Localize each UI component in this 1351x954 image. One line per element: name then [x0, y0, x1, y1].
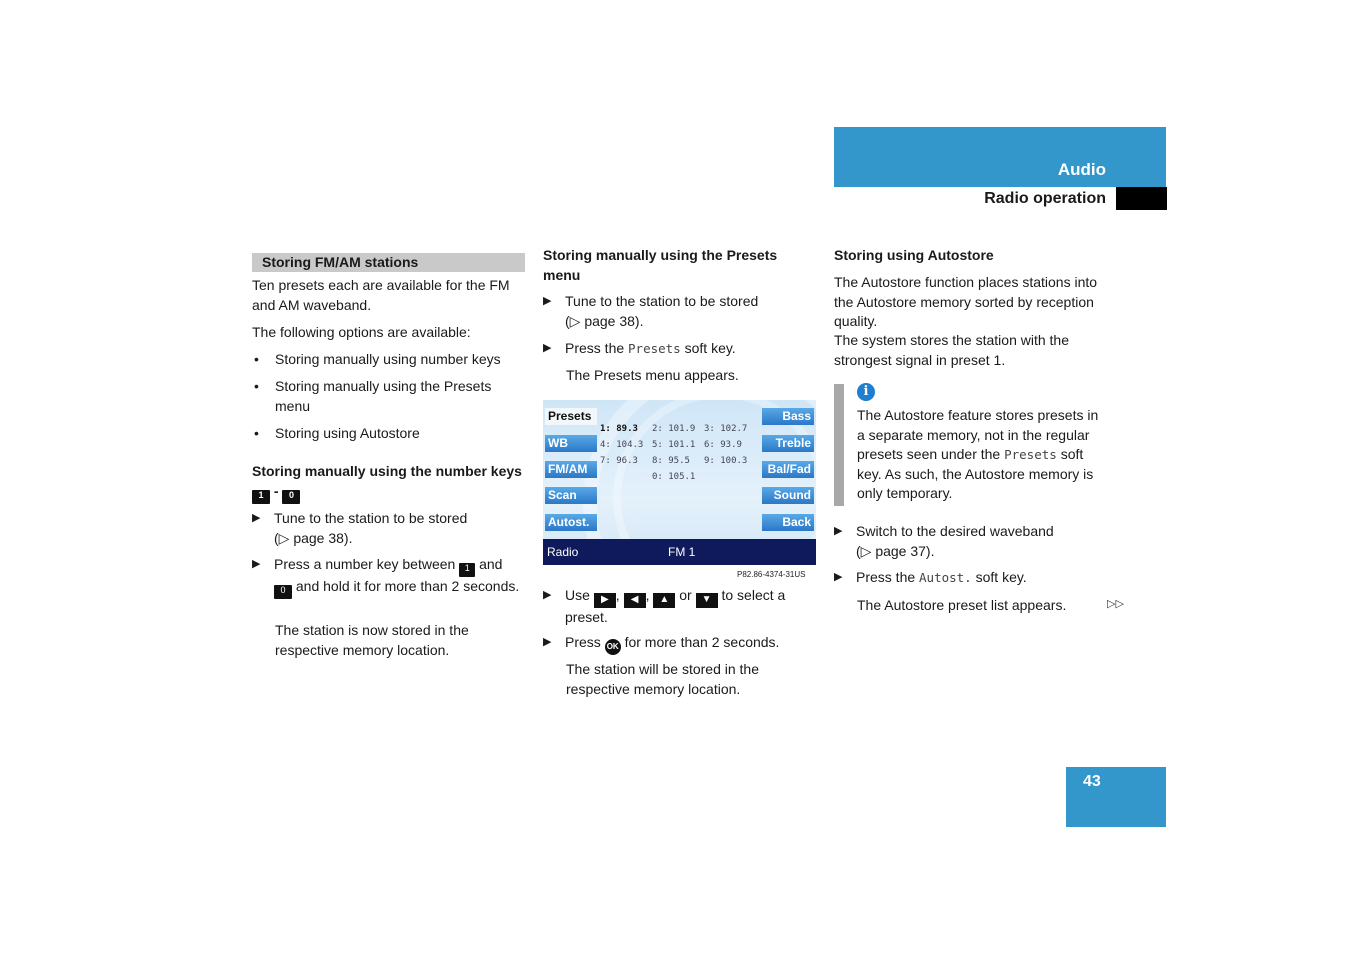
col2-step-1: ▶ Tune to the station to be stored (▷ page 38). [543, 293, 759, 329]
step-arrow-icon: ▶ [543, 636, 552, 648]
down-arrow-key-icon: ▼ [696, 593, 718, 608]
number-key-1: 1 [459, 563, 475, 577]
softkey-bass: Bass [762, 408, 814, 425]
up-arrow-key-icon: ▲ [653, 593, 675, 608]
step-arrow-icon: ▶ [543, 342, 552, 354]
col3-para-1: The Autostore function places stations into the Autostore memory sorted by reception quality. [834, 274, 1098, 329]
softkey-fmam: FM/AM [545, 461, 597, 478]
col3-para-2: The system stores the station with the strongest signal in preset 1. [834, 332, 1069, 368]
preset-0: 0: 105.1 [652, 472, 696, 482]
presets-screen [543, 400, 816, 565]
softkey-back: Back [762, 514, 814, 531]
number-key-0: 0 [274, 585, 292, 599]
softkey-scan: Scan [545, 487, 597, 504]
col2-heading: Storing manually using the Presets menu [543, 247, 778, 283]
softkey-wb: WB [545, 435, 597, 452]
step-arrow-icon: ▶ [252, 558, 261, 570]
preset-3: 3: 102.7 [704, 424, 748, 434]
softkey-sound: Sound [762, 487, 814, 504]
info-icon: i [857, 383, 875, 401]
status-band: FM 1 [668, 545, 696, 559]
preset-6: 6: 93.9 [704, 440, 742, 450]
col1-step-2: ▶ Press a number key between 1 and 0 and hold it for more than 2 seconds. [252, 555, 524, 599]
ok-button-icon: OK [605, 639, 621, 655]
list-item: • Storing using Autostore [254, 425, 420, 441]
col1-intro-2: The following options are available: [252, 324, 471, 340]
col3-heading: Storing using Autostore [834, 247, 994, 263]
info-text: The Autostore feature stores presets in a separate memory, not in the regular presets seen under the Presets soft key. As such, the Autostore memory is only temporary. [857, 407, 1099, 501]
col2-step-2: ▶ Press the Presets soft key. [543, 339, 815, 359]
step-arrow-icon: ▶ [543, 589, 552, 601]
col3-step-1: ▶ Switch to the desired waveband (▷ page 37). [834, 523, 1054, 559]
softkey-treble: Treble [762, 435, 814, 452]
col1-result: The station is now stored in the respective memory location. [275, 622, 469, 658]
softkey-autost: Autost. [545, 514, 597, 531]
preset-4: 4: 104.3 [600, 440, 644, 450]
col2-step-3: ▶ Use ▶ , ◀ , ▲ or ▼ to select a preset. [543, 587, 786, 625]
softkey-label: Presets [1004, 447, 1057, 462]
col1-step-1: ▶ Tune to the station to be stored (▷ page 38). [252, 510, 468, 546]
subsection-title: Radio operation [984, 190, 1106, 207]
screen-status-bar [543, 539, 816, 565]
number-key-0: 0 [282, 490, 300, 504]
list-item: • Storing manually using the Presets menu [254, 378, 492, 414]
status-source: Radio [547, 545, 579, 559]
col1-subheading: Storing manually using the number keys 1 - 0 [252, 462, 522, 504]
col3-result: The Autostore preset list appears. [857, 597, 1067, 613]
left-arrow-key-icon: ◀ [624, 593, 646, 608]
softkey-label: Autost. [919, 570, 972, 585]
list-item: • Storing manually using number keys [254, 351, 501, 367]
preset-2: 2: 101.9 [652, 424, 696, 434]
col1-intro-1: Ten presets each are available for the FM and AM waveband. [252, 277, 510, 313]
section-header [834, 127, 1166, 187]
step-arrow-icon: ▶ [252, 512, 261, 524]
subsection-marker [1116, 187, 1167, 210]
preset-5: 5: 101.1 [652, 440, 696, 450]
screen-title: Presets [545, 408, 597, 425]
page-number-box [1066, 767, 1166, 827]
softkey-label: Presets [628, 341, 681, 356]
col2-step2-result: The Presets menu appears. [566, 367, 739, 383]
softkey-balfad: Bal/Fad [762, 461, 814, 478]
col1-heading: Storing FM/AM stations [252, 253, 525, 272]
page-number: 43 [1083, 773, 1101, 790]
preset-1: 1: 89.3 [600, 424, 638, 434]
right-arrow-key-icon: ▶ [594, 593, 616, 608]
step-arrow-icon: ▶ [834, 571, 843, 583]
continue-icon: ▷▷ [1107, 598, 1124, 610]
col2-result: The station will be stored in the respective memory location. [566, 661, 759, 697]
col3-step-2: ▶ Press the Autost. soft key. [834, 568, 1106, 588]
preset-7: 7: 96.3 [600, 456, 638, 466]
image-caption: P82.86-4374-31US [737, 570, 806, 579]
step-arrow-icon: ▶ [543, 295, 552, 307]
number-key-1: 1 [252, 490, 270, 504]
preset-8: 8: 95.5 [652, 456, 690, 466]
section-title: Audio [1057, 160, 1106, 179]
col2-step-4: ▶ Press OK for more than 2 seconds. [543, 633, 825, 655]
step-arrow-icon: ▶ [834, 525, 843, 537]
info-bar [834, 384, 844, 506]
preset-9: 9: 100.3 [704, 456, 748, 466]
